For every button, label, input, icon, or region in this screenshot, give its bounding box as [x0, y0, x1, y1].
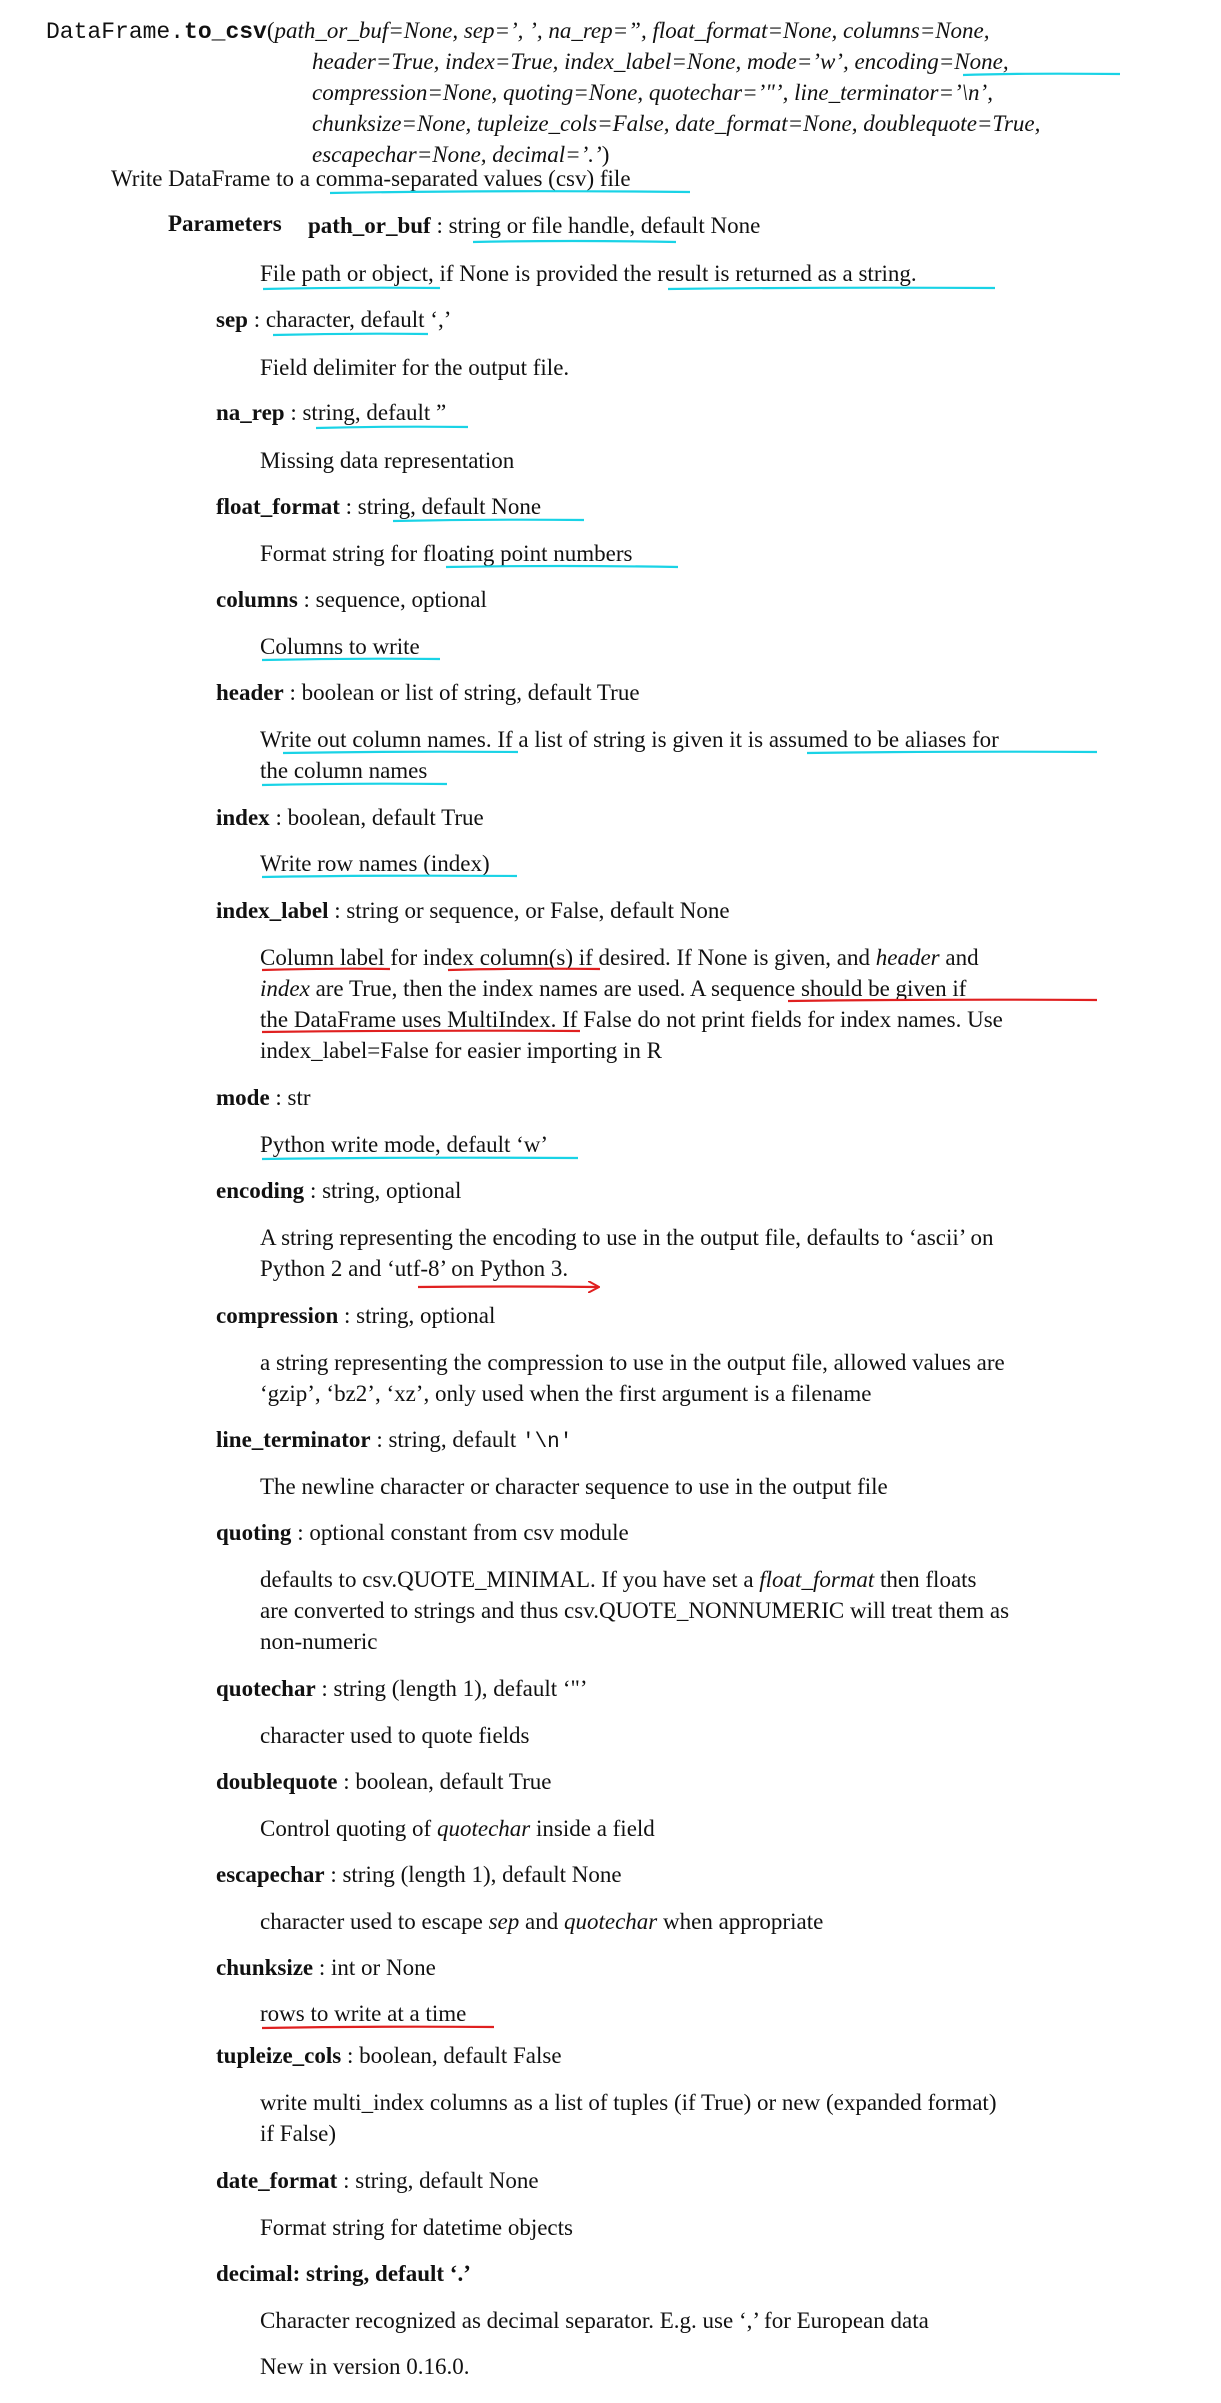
summary: Write DataFrame to a comma-separated values (csv) file [111, 166, 631, 191]
signature-args-3: compression=None, quoting=None, quotechar=’"’, line_terminator=’\n’, [312, 80, 993, 105]
italic-term: float_format [759, 1567, 875, 1592]
italic-term: sep [488, 1909, 520, 1934]
param-desc-line: A string representing the encoding to use in the output file, defaults to ‘ascii’ on [260, 1225, 994, 1250]
param-desc-line: Format string for datetime objects [260, 2215, 573, 2240]
signature-line-3 [312, 77, 993, 108]
param-encoding [216, 1176, 461, 1206]
param-name: escapechar [216, 1862, 325, 1887]
signature-line-4 [312, 108, 1040, 139]
signature-args-2: header=True, index=True, index_label=None, mode=’w’, encoding=None, [312, 49, 1009, 74]
param-desc-line: Python write mode, default ‘w’ [260, 1132, 549, 1157]
signature-args-1: path_or_buf=None, sep=’, ’, na_rep=”, float_format=None, columns=None, [274, 18, 990, 43]
param-type: : string, optional [338, 1303, 496, 1328]
param-desc-line: Field delimiter for the output file. [260, 355, 570, 380]
param-name: quotechar [216, 1676, 316, 1701]
param-name: index [216, 805, 270, 830]
param-type-literal: '\n' [521, 1431, 573, 1454]
param-desc-line: a string representing the compression to use in the output file, allowed values are [260, 1350, 1005, 1375]
param-desc-line: Write row names (index) [260, 851, 490, 876]
italic-term: quotechar [436, 1816, 531, 1841]
parameters-heading: Parameters [168, 211, 282, 236]
signature-args-5: escapechar=None, decimal=’.’ [312, 142, 602, 167]
param-type: : string or sequence, or False, default None [328, 898, 730, 923]
param-type: : character, default ‘,’ [247, 307, 452, 332]
arrow-python-3 [418, 1287, 598, 1288]
param-sep [216, 305, 451, 335]
signature-args-4: chunksize=None, tupleize_cols=False, date_format=None, doublequote=True, [312, 111, 1041, 136]
param-float-format [216, 492, 541, 522]
param-type: : string, default None [337, 2168, 539, 2193]
param-desc-line: are converted to strings and thus csv.QUOTE_NONNUMERIC will treat them as [260, 1598, 1010, 1623]
param-name: line_terminator [216, 1427, 371, 1452]
param-desc-line: Control quoting of quotechar inside a field [260, 1816, 655, 1841]
param-type: : sequence, optional [297, 587, 487, 612]
signature-line-2 [312, 46, 1009, 77]
param-desc-line: File path or object, if None is provided the result is returned as a string. [260, 261, 917, 286]
param-desc-line: index_label=False for easier importing in R [260, 1038, 662, 1063]
param-desc-line: Character recognized as decimal separator. E.g. use ‘,’ for European data [260, 2308, 929, 2333]
param-quoting [216, 1518, 629, 1548]
param-name: decimal: string, default ‘.’ [216, 2261, 471, 2286]
param-type: : boolean, default False [341, 2043, 562, 2068]
param-desc-line: Missing data representation [260, 448, 515, 473]
param-type: : str [269, 1085, 311, 1110]
param-type: : boolean, default True [337, 1769, 552, 1794]
param-date-format [216, 2166, 539, 2196]
param-desc-line: Python 2 and ‘utf-8’ on Python 3. [260, 1256, 569, 1281]
param-type: : int or None [313, 1955, 436, 1980]
param-name: tupleize_cols [216, 2043, 342, 2068]
param-desc-line: ‘gzip’, ‘bz2’, ‘xz’, only used when the first argument is a filename [260, 1381, 872, 1406]
param-name: date_format [216, 2168, 338, 2193]
param-type: : string, default None [339, 494, 542, 519]
param-quotechar [216, 1674, 588, 1704]
param-type: : string (length 1), default ‘"’ [315, 1676, 588, 1701]
param-desc-line: Column label for index column(s) if desired. If None is given, and header and [260, 945, 979, 970]
param-escapechar [216, 1860, 622, 1890]
param-tupleize-cols [216, 2041, 562, 2071]
param-name: chunksize [216, 1955, 314, 1980]
param-desc-line: Format string for floating point numbers [260, 541, 633, 566]
italic-term: header [875, 945, 940, 970]
param-name: na_rep [216, 400, 285, 425]
param-desc-line: rows to write at a time [260, 2001, 467, 2026]
param-type: : string (length 1), default None [324, 1862, 622, 1887]
param-type: : string, default [370, 1427, 522, 1452]
method-name: to_csv [184, 19, 267, 45]
param-path-or-buf [308, 211, 760, 241]
open-paren: ( [266, 18, 275, 43]
param-type: : boolean or list of string, default True [283, 680, 640, 705]
param-columns [216, 585, 487, 615]
param-desc-line: non-numeric [260, 1629, 378, 1654]
class-name: DataFrame. [46, 19, 185, 45]
param-desc-line: index are True, then the index names are used. A sequence should be given if [260, 976, 967, 1001]
param-desc-line: the column names [260, 758, 428, 783]
param-name: columns [216, 587, 298, 612]
param-desc-line: character used to quote fields [260, 1723, 530, 1748]
param-decimal [216, 2259, 471, 2289]
param-desc-line: Write out column names. If a list of string is given it is assumed to be aliases for [260, 727, 999, 752]
param-desc-line: if False) [260, 2121, 337, 2146]
param-type: : string, default ” [284, 400, 447, 425]
param-header [216, 678, 640, 708]
param-mode [216, 1083, 311, 1113]
param-type: : boolean, default True [269, 805, 484, 830]
italic-term: quotechar [563, 1909, 658, 1934]
param-name: quoting [216, 1520, 292, 1545]
param-desc-line: write multi_index columns as a list of tuples (if True) or new (expanded format) [260, 2090, 997, 2115]
param-name: compression [216, 1303, 339, 1328]
param-desc-line: defaults to csv.QUOTE_MINIMAL. If you have set a float_format then floats [260, 1567, 977, 1592]
signature-line-1 [46, 15, 990, 48]
param-desc-line: New in version 0.16.0. [260, 2354, 470, 2379]
param-index-label [216, 896, 730, 926]
param-desc-line: character used to escape sep and quotechar when appropriate [260, 1909, 824, 1934]
param-name: encoding [216, 1178, 305, 1203]
close-paren: ) [601, 142, 610, 167]
param-na-rep [216, 398, 446, 428]
param-type: : string or file handle, default None [430, 213, 761, 238]
italic-term: index [260, 976, 310, 1001]
param-name: path_or_buf [308, 213, 431, 238]
param-name: sep [216, 307, 248, 332]
param-desc-line: the DataFrame uses MultiIndex. If False do not print fields for index names. Use [260, 1007, 1003, 1032]
param-line-terminator [216, 1425, 572, 1458]
param-type: : string, optional [304, 1178, 462, 1203]
param-chunksize [216, 1953, 436, 1983]
param-name: index_label [216, 898, 329, 923]
param-type: : optional constant from csv module [291, 1520, 629, 1545]
param-desc-line: Columns to write [260, 634, 420, 659]
param-name: header [216, 680, 284, 705]
underline-string-or-file [473, 241, 676, 242]
param-compression [216, 1301, 495, 1331]
param-index [216, 803, 484, 833]
param-name: doublequote [216, 1769, 338, 1794]
param-doublequote [216, 1767, 551, 1797]
param-name: float_format [216, 494, 340, 519]
param-name: mode [216, 1085, 270, 1110]
param-desc-line: The newline character or character sequence to use in the output file [260, 1474, 888, 1499]
